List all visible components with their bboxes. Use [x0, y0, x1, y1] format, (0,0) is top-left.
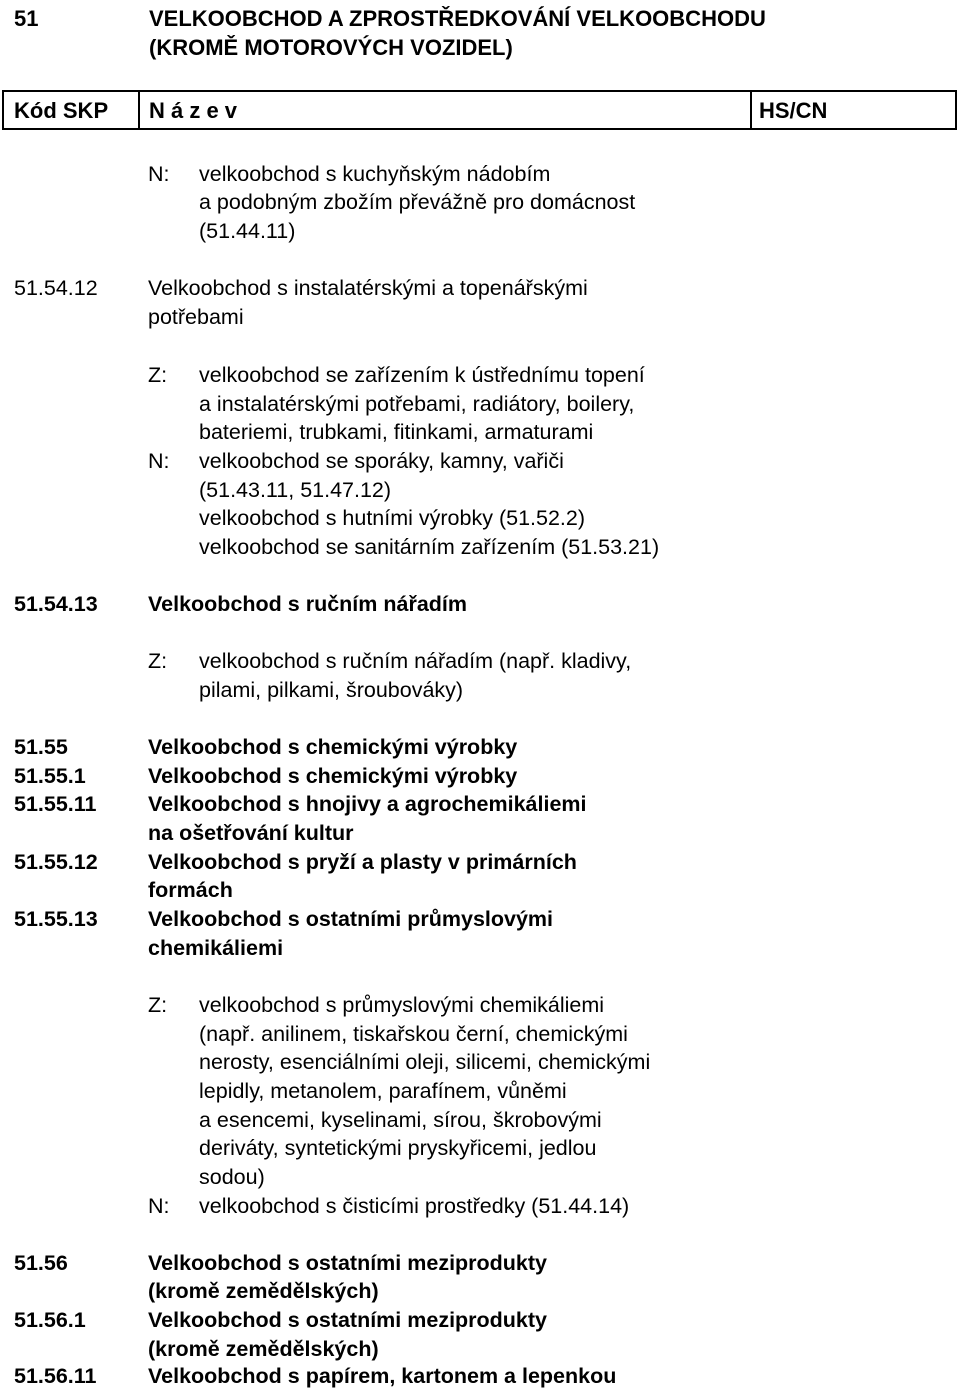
note-line: sodou): [199, 1165, 265, 1189]
entry-title: Velkoobchod s ostatními průmyslovými: [148, 907, 554, 931]
entry-title: Velkoobchod s chemickými výrobky: [148, 764, 518, 788]
section-code: 51: [14, 6, 39, 31]
column-name: N á z e v: [149, 98, 238, 123]
note-line: deriváty, syntetickými pryskyřicemi, jedlou: [199, 1136, 597, 1160]
entry-title: Velkoobchod s hnojivy a agrochemikáliemi: [148, 792, 587, 816]
note-line: lepidly, metanolem, parafínem, vůněmi: [199, 1079, 567, 1103]
note-mark: Z:: [148, 993, 168, 1017]
entry-title: Velkoobchod s chemickými výrobky: [148, 735, 518, 759]
entry-code: 51.55: [14, 735, 68, 759]
column-hs: HS/CN: [759, 98, 828, 123]
entry-title: Velkoobchod s papírem, kartonem a lepenkou: [148, 1364, 617, 1388]
entry-title: (kromě zemědělských): [148, 1279, 379, 1303]
entry-code: 51.56.11: [14, 1364, 97, 1388]
note-line: (51.43.11, 51.47.12): [199, 478, 392, 502]
column-code: Kód SKP: [14, 98, 109, 123]
note-line: velkoobchod se sporáky, kamny, vařiči: [199, 449, 564, 473]
note-line: bateriemi, trubkami, fitinkami, armaturami: [199, 420, 594, 444]
entry-title: Velkoobchod s instalatérskými a topenářskými: [148, 276, 588, 300]
note-line: (51.44.11): [199, 219, 296, 243]
entry-title: na ošetřování kultur: [148, 821, 354, 845]
section-title-line2: (KROMĚ MOTOROVÝCH VOZIDEL): [149, 35, 513, 60]
note-line: a esencemi, kyselinami, sírou, škrobovými: [199, 1108, 602, 1132]
entry-title: Velkoobchod s pryží a plasty v primárních: [148, 850, 577, 874]
entry-code: 51.56.1: [14, 1308, 86, 1332]
note-line: velkoobchod s kuchyňským nádobím: [199, 162, 551, 186]
note-line: velkoobchod se sanitárním zařízením (51.53.21): [199, 535, 660, 559]
note-mark: N:: [148, 162, 170, 186]
section-title-line1: VELKOOBCHOD A ZPROSTŘEDKOVÁNÍ VELKOOBCHODU: [149, 6, 766, 31]
note-line: a podobným zbožím převážně pro domácnost: [199, 190, 636, 214]
note-line: (např. anilinem, tiskařskou černí, chemickými: [199, 1022, 628, 1046]
entry-code: 51.54.13: [14, 592, 98, 616]
note-line: velkoobchod s čisticími prostředky (51.44.14): [199, 1194, 630, 1218]
note-mark: N:: [148, 1194, 170, 1218]
entry-code: 51.55.12: [14, 850, 98, 874]
note-line: nerosty, esenciálními oleji, silicemi, chemickými: [199, 1050, 651, 1074]
entry-title: chemikáliemi: [148, 936, 284, 960]
entry-code: 51.56: [14, 1251, 68, 1275]
note-line: velkoobchod s hutními výrobky (51.52.2): [199, 506, 586, 530]
note-mark: Z:: [148, 363, 168, 387]
column-header: [2, 90, 957, 130]
note-line: velkoobchod s průmyslovými chemikáliemi: [199, 993, 605, 1017]
entry-title: Velkoobchod s ostatními meziprodukty: [148, 1251, 548, 1275]
entry-title: potřebami: [148, 305, 244, 329]
entry-title: Velkoobchod s ostatními meziprodukty: [148, 1308, 548, 1332]
note-line: pilami, pilkami, šroubováky): [199, 678, 464, 702]
column-divider: [750, 92, 752, 128]
entry-title: (kromě zemědělských): [148, 1337, 379, 1361]
note-line: a instalatérskými potřebami, radiátory, boilery,: [199, 392, 635, 416]
entry-code: 51.55.11: [14, 792, 97, 816]
note-mark: Z:: [148, 649, 168, 673]
note-mark: N:: [148, 449, 170, 473]
column-divider: [138, 92, 140, 128]
entry-code: 51.55.13: [14, 907, 98, 931]
entry-title: Velkoobchod s ručním nářadím: [148, 592, 467, 616]
entry-code: 51.55.1: [14, 764, 86, 788]
note-line: velkoobchod s ručním nářadím (např. kladivy,: [199, 649, 632, 673]
note-line: velkoobchod se zařízením k ústřednímu topení: [199, 363, 645, 387]
section-header: [14, 4, 766, 60]
entry-title: formách: [148, 878, 233, 902]
entry-code: 51.54.12: [14, 276, 98, 300]
